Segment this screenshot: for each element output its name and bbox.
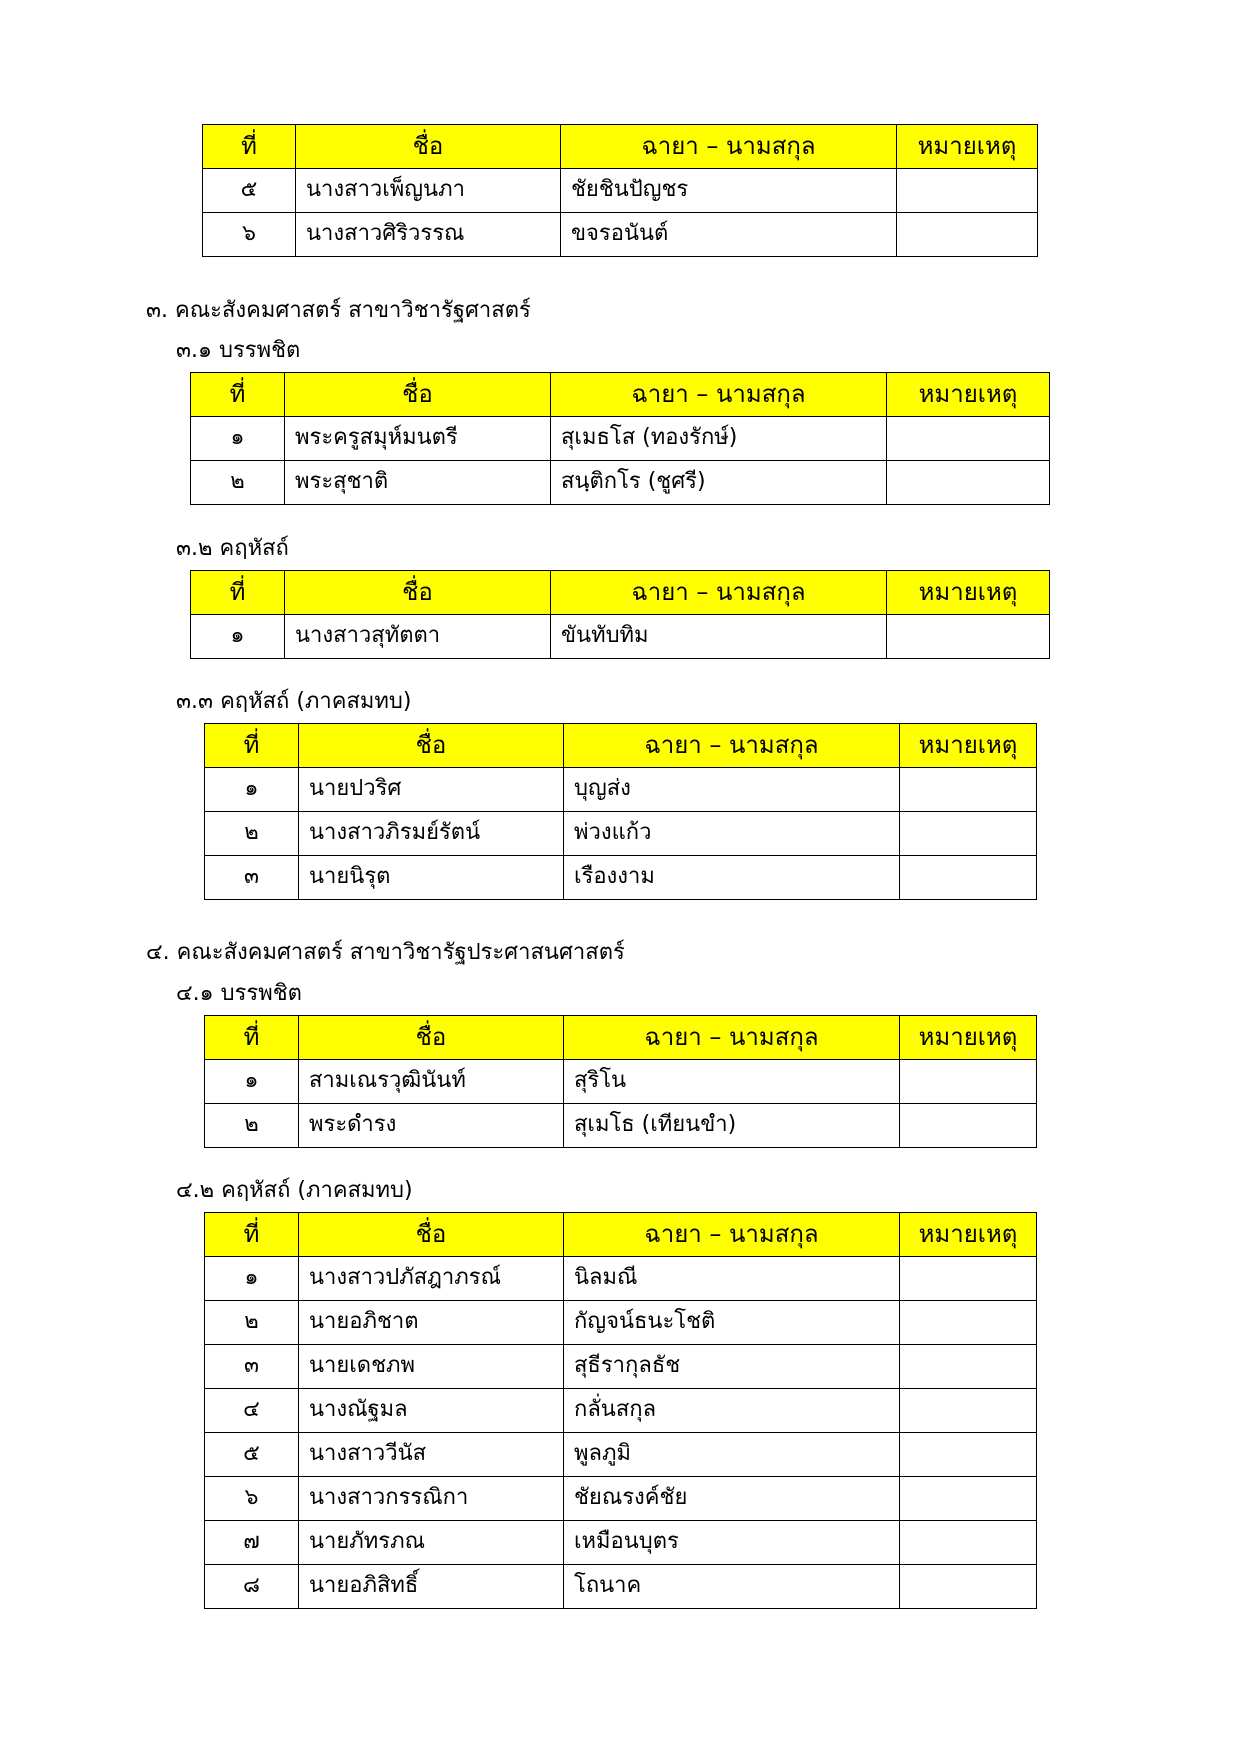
cell-no: ๖	[205, 1477, 299, 1521]
cell-surname: กลั่นสกุล	[564, 1389, 900, 1433]
cell-no: ๑	[191, 417, 285, 461]
table-4-1	[204, 1015, 1037, 1148]
subsection-3-3-heading: ๓.๓ คฤหัสถ์ (ภาคสมทบ)	[176, 689, 412, 714]
table-row	[191, 417, 1050, 461]
cell-surname: สุริโน	[564, 1060, 900, 1104]
header-note: หมายเหตุ	[900, 724, 1037, 768]
header-surname: ฉายา – นามสกุล	[551, 373, 887, 417]
cell-no: ๓	[205, 856, 299, 900]
cell-note	[900, 1389, 1037, 1433]
header-note: หมายเหตุ	[897, 125, 1038, 169]
table-row	[205, 1345, 1037, 1389]
cell-surname: สุเมธโส (ทองรักษ์)	[551, 417, 887, 461]
cell-name: นางสาวเพ็ญนภา	[296, 169, 561, 213]
table-row	[205, 1104, 1037, 1148]
header-note: หมายเหตุ	[887, 571, 1050, 615]
cell-name: นายเดชภพ	[299, 1345, 564, 1389]
cell-note	[900, 768, 1037, 812]
cell-no: ๕	[205, 1433, 299, 1477]
table-row	[205, 1565, 1037, 1609]
header-surname: ฉายา – นามสกุล	[564, 1016, 900, 1060]
cell-no: ๔	[205, 1389, 299, 1433]
cell-no: ๗	[205, 1521, 299, 1565]
table-row	[205, 1521, 1037, 1565]
subsection-3-2-heading: ๓.๒ คฤหัสถ์	[176, 536, 289, 561]
cell-note	[887, 615, 1050, 659]
cell-note	[900, 812, 1037, 856]
table-4-2	[204, 1212, 1037, 1609]
cell-surname: เรืองงาม	[564, 856, 900, 900]
cell-no: ๒	[205, 1104, 299, 1148]
section-4-heading: ๔. คณะสังคมศาสตร์ สาขาวิชารัฐประศาสนศาสตร์	[146, 940, 625, 965]
cell-no: ๕	[203, 169, 296, 213]
cell-surname: ขจรอนันต์	[561, 213, 897, 257]
table-row	[205, 768, 1037, 812]
table-header-row	[203, 125, 1038, 169]
table-header-row	[205, 1213, 1037, 1257]
cell-name: สามเณรวุฒินันท์	[299, 1060, 564, 1104]
table-row	[191, 461, 1050, 505]
table-row	[191, 615, 1050, 659]
cell-note	[900, 1565, 1037, 1609]
cell-note	[887, 417, 1050, 461]
cell-note	[900, 856, 1037, 900]
header-note: หมายเหตุ	[900, 1213, 1037, 1257]
cell-name: พระครูสมุห์มนตรี	[285, 417, 551, 461]
cell-note	[900, 1060, 1037, 1104]
header-no: ที่	[203, 125, 296, 169]
header-no: ที่	[191, 373, 285, 417]
table-row	[205, 812, 1037, 856]
cell-note	[900, 1301, 1037, 1345]
cell-surname: สุธีรากุลธัช	[564, 1345, 900, 1389]
cell-name: นายภัทรภณ	[299, 1521, 564, 1565]
cell-note	[897, 169, 1038, 213]
cell-note	[897, 213, 1038, 257]
cell-note	[900, 1257, 1037, 1301]
header-surname: ฉายา – นามสกุล	[561, 125, 897, 169]
subsection-3-1-heading: ๓.๑ บรรพชิต	[176, 338, 301, 363]
cell-note	[900, 1345, 1037, 1389]
cell-note	[887, 461, 1050, 505]
table-row	[205, 1257, 1037, 1301]
cell-name: นายอภิชาต	[299, 1301, 564, 1345]
cell-no: ๑	[205, 1257, 299, 1301]
header-surname: ฉายา – นามสกุล	[551, 571, 887, 615]
header-no: ที่	[191, 571, 285, 615]
cell-no: ๖	[203, 213, 296, 257]
cell-no: ๒	[191, 461, 285, 505]
cell-surname: สนฺติกโร (ชูศรี)	[551, 461, 887, 505]
cell-note	[900, 1433, 1037, 1477]
table-continued	[202, 124, 1038, 257]
cell-name: พระสุชาติ	[285, 461, 551, 505]
cell-name: นางณัฐมล	[299, 1389, 564, 1433]
subsection-4-1-heading: ๔.๑ บรรพชิต	[176, 981, 302, 1006]
cell-note	[900, 1521, 1037, 1565]
table-3-1	[190, 372, 1050, 505]
header-note: หมายเหตุ	[900, 1016, 1037, 1060]
table-header-row	[191, 373, 1050, 417]
cell-no: ๒	[205, 812, 299, 856]
table-row	[205, 856, 1037, 900]
cell-note	[900, 1477, 1037, 1521]
header-name: ชื่อ	[285, 373, 551, 417]
header-name: ชื่อ	[285, 571, 551, 615]
table-header-row	[205, 1016, 1037, 1060]
subsection-4-2-heading: ๔.๒ คฤหัสถ์ (ภาคสมทบ)	[176, 1178, 413, 1203]
cell-surname: ชัยณรงค์ชัย	[564, 1477, 900, 1521]
cell-name: นางสาวสุทัตตา	[285, 615, 551, 659]
table-3-3	[204, 723, 1037, 900]
header-surname: ฉายา – นามสกุล	[564, 1213, 900, 1257]
table-row	[203, 213, 1038, 257]
cell-surname: ชัยชินปัญชร	[561, 169, 897, 213]
header-name: ชื่อ	[299, 724, 564, 768]
cell-name: นางสาวกรรณิกา	[299, 1477, 564, 1521]
cell-no: ๑	[205, 1060, 299, 1104]
header-name: ชื่อ	[299, 1016, 564, 1060]
cell-no: ๒	[205, 1301, 299, 1345]
cell-no: ๘	[205, 1565, 299, 1609]
table-row	[205, 1433, 1037, 1477]
cell-surname: นิลมณี	[564, 1257, 900, 1301]
table-header-row	[205, 724, 1037, 768]
header-no: ที่	[205, 1016, 299, 1060]
cell-no: ๑	[191, 615, 285, 659]
cell-name: พระดำรง	[299, 1104, 564, 1148]
table-row	[205, 1301, 1037, 1345]
cell-name: นายอภิสิทธิ์	[299, 1565, 564, 1609]
cell-no: ๑	[205, 768, 299, 812]
cell-surname: สุเมโธ (เทียนขำ)	[564, 1104, 900, 1148]
cell-surname: กัญจน์ธนะโชติ	[564, 1301, 900, 1345]
header-no: ที่	[205, 1213, 299, 1257]
cell-surname: ขันทับทิม	[551, 615, 887, 659]
cell-name: นายปวริศ	[299, 768, 564, 812]
table-3-2	[190, 570, 1050, 659]
table-row	[203, 169, 1038, 213]
cell-name: นางสาวศิริวรรณ	[296, 213, 561, 257]
header-no: ที่	[205, 724, 299, 768]
section-3-heading: ๓. คณะสังคมศาสตร์ สาขาวิชารัฐศาสตร์	[146, 298, 531, 323]
cell-surname: โถนาค	[564, 1565, 900, 1609]
header-surname: ฉายา – นามสกุล	[564, 724, 900, 768]
cell-surname: เหมือนบุตร	[564, 1521, 900, 1565]
cell-name: นางสาวปภัสฎาภรณ์	[299, 1257, 564, 1301]
cell-no: ๓	[205, 1345, 299, 1389]
cell-surname: บุญส่ง	[564, 768, 900, 812]
header-note: หมายเหตุ	[887, 373, 1050, 417]
table-header-row	[191, 571, 1050, 615]
table-row	[205, 1389, 1037, 1433]
cell-note	[900, 1104, 1037, 1148]
header-name: ชื่อ	[299, 1213, 564, 1257]
cell-surname: พ่วงแก้ว	[564, 812, 900, 856]
cell-name: นางสาวภิรมย์รัตน์	[299, 812, 564, 856]
cell-surname: พูลภูมิ	[564, 1433, 900, 1477]
cell-name: นายนิรุต	[299, 856, 564, 900]
table-row	[205, 1060, 1037, 1104]
cell-name: นางสาววีนัส	[299, 1433, 564, 1477]
table-row	[205, 1477, 1037, 1521]
header-name: ชื่อ	[296, 125, 561, 169]
